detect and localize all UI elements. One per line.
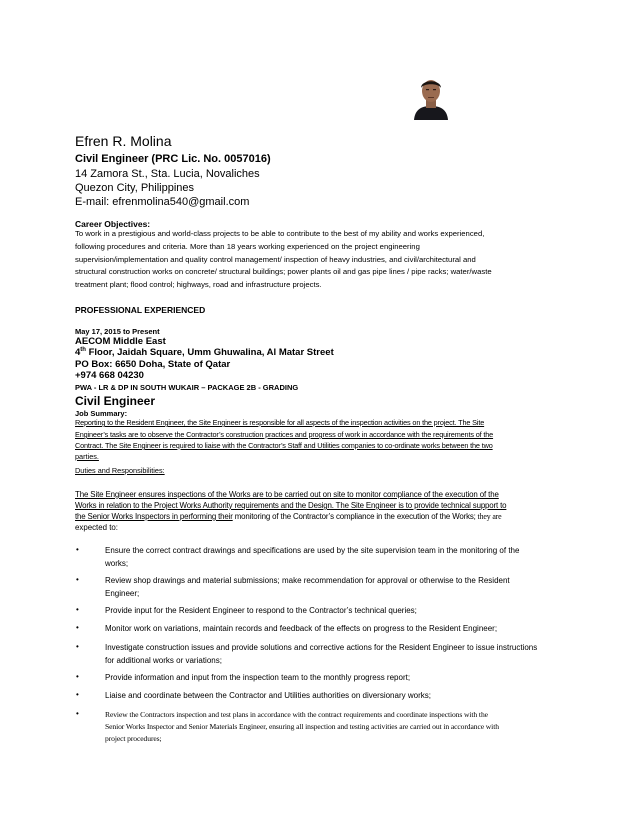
project-name: PWA - LR & DP IN SOUTH WUKAIR – PACKAGE 2B - GRADING [75,383,299,392]
company-address: 4th Floor, Jaidah Square, Umm Ghuwalina, Al Matar Street [75,347,334,359]
duties-intro-line: expected to: [75,523,118,532]
objectives-line: treatment plant; flood control; highways, road and infrastructure projects. [75,280,322,289]
duties-intro-line: the Senior Works Inspectors in performing their monitoring of the Contractor’s compliance in the execution of the Works; they are [75,512,502,521]
job-summary-line: Reporting to the Resident Engineer, the Site Engineer is responsible for all aspects of the inspection activities on the project. The Site [75,418,485,427]
job-summary-line: parties. [75,452,99,461]
list-item: Provide information and input from the inspection team to the monthly progress report; [105,673,411,682]
objectives-heading: Career Objectives: [75,219,151,229]
list-item: Liaise and coordinate between the Contractor and Utilities authorities on diversionary works; [105,691,431,700]
employment-date: May 17, 2015 to Present [75,327,160,336]
duties-heading: Duties and Responsibilities: [75,466,165,475]
bullet-icon: • [76,545,79,554]
job-summary-line: Engineer’s tasks are to observe the Contractor’s construction practices and progress of work in accordance with the requirements of the [75,430,494,439]
objectives-line: following procedures and criteria. More than 18 years working experienced on the project engineering [75,242,420,251]
address-line-2: Quezon City, Philippines [75,182,195,194]
bullet-icon: • [76,623,79,632]
list-item: Review the Contractors inspection and test plans in accordance with the contract requirements and coordinate inspections with the Senior Works Inspector and Senior Materials Engineer, ensuring all inspection and testing activities are carried out in accordance with project procedures; [105,710,499,743]
objectives-line: To work in a prestigious and world-class projects to be able to contribute to the best of my ability and works experienced, [75,229,485,238]
duties-intro-line: Works in relation to the Project Works Authority requirements and the Design. The Site Engineer is to provide technical support to [75,501,507,510]
bullet-icon: • [76,690,79,699]
list-item: Provide input for the Resident Engineer to respond to the Contractor’s technical queries; [105,606,417,615]
objectives-line: supervision/implementation and quality control management/ inspection of heavy industries, and civil/architectural and [75,255,476,264]
company-name: AECOM Middle East [75,336,166,347]
company-phone: +974 668 04230 [75,370,144,381]
bullet-icon: • [76,605,79,614]
email-line: E-mail: efrenmolina540@gmail.com [75,196,250,208]
position-title: Civil Engineer [75,394,156,408]
list-item: Review shop drawings and material submissions; make recommendation for approval or otherwise to the Resident Engineer; [105,576,510,598]
company-po-box: PO Box: 6650 Doha, State of Qatar [75,359,231,370]
list-item: Monitor work on variations, maintain records and feedback of the effects on progress to the Resident Engineer; [105,624,498,633]
list-item: Ensure the correct contract drawings and specifications are used by the site supervision team in the monitoring of the works; [105,546,520,568]
candidate-title: Civil Engineer (PRC Lic. No. 0057016) [75,153,271,165]
bullet-icon: • [76,575,79,584]
bullet-icon: • [76,672,79,681]
bullet-icon: • [76,709,79,718]
experience-heading: PROFESSIONAL EXPERIENCED [75,305,206,315]
address-line-1: 14 Zamora St., Sta. Lucia, Novaliches [75,168,260,180]
duties-intro-line: The Site Engineer ensures inspections of the Works are to be carried out on site to monitor compliance of the execution of the [75,490,499,499]
job-summary-line: Contract. The Site Engineer is required to liaise with the Contractor’s Staff and Utilities companies to co-ordinate works between the two [75,441,493,450]
candidate-name: Efren R. Molina [75,133,172,149]
bullet-icon: • [76,642,79,651]
list-item: Investigate construction issues and provide solutions and corrective actions for the Resident Engineer to issue instructions for additional works or variations; [105,643,538,665]
profile-photo [412,76,450,120]
job-summary-heading: Job Summary: [75,409,128,418]
objectives-line: structural construction works on concrete/ structural buildings; power plants oil and gas pipe lines / pipe racks; water/waste [75,267,492,276]
